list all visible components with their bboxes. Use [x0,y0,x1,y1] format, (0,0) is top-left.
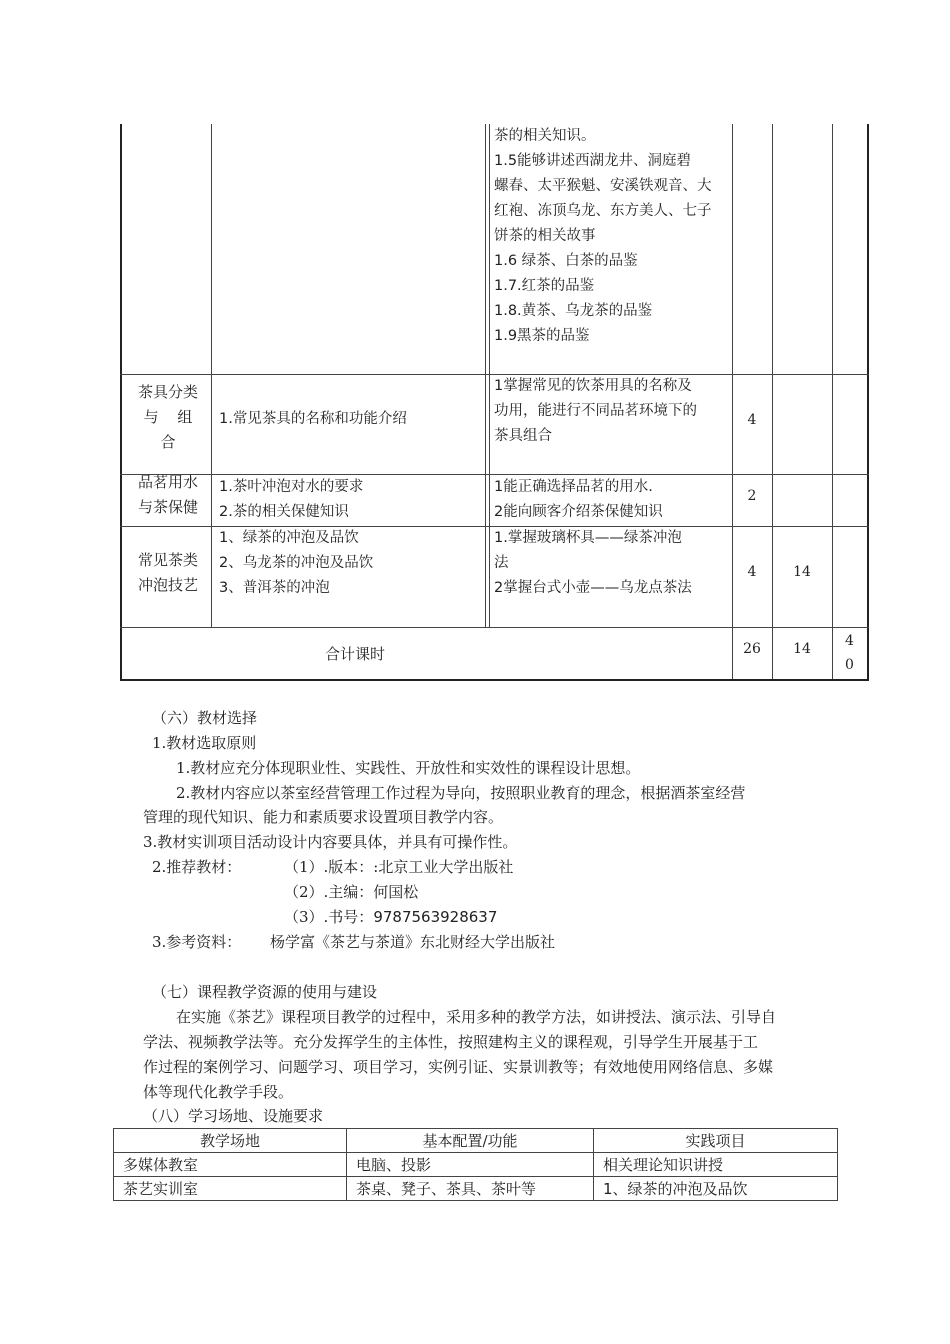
section7-line: 体等现代化教学手段。 [143,1083,294,1101]
total-digit: 4 [845,633,854,649]
section8-heading: （八）学习场地、设施要求 [143,1107,324,1125]
content-line: 1.6 绿茶、白茶的品鉴 [494,253,638,269]
content-line: 茶的相关知识。 [494,128,596,144]
module-line: 合 [160,433,176,451]
item-tea-ware: 1.常见茶具的名称和功能介绍 [219,411,407,427]
total-label: 合计课时 [324,645,385,663]
item-line: 3、普洱茶的冲泡 [219,580,330,596]
content-line: 1.7.红茶的品鉴 [494,278,595,294]
total-digit: 0 [845,657,854,673]
header-cell: 教学场地 [114,1129,347,1153]
rec-label: 2.推荐教材： [152,858,242,876]
item-line: 2、乌龙茶的冲泡及品饮 [219,555,374,571]
module-line: 冲泡技艺 [137,576,198,594]
rec-editor: （2）.主编：何国松 [284,883,419,901]
req-line: 1能正确选择品茗的用水. [494,479,653,495]
section6-heading: （六）教材选择 [152,709,258,727]
rec-isbn-label: （3）.书号： [284,908,374,926]
content-line: 红袍、冻顶乌龙、东方美人、七子 [494,203,712,219]
rec-isbn-number: 9787563928637 [373,908,498,926]
req-line: 1掌握常见的饮茶用具的名称及 [494,378,692,394]
content-line: 饼茶的相关故事 [494,228,596,244]
section6-p1-2a: 2.教材内容应以茶室经营管理工作过程为导向，按照职业教育的理念，根据酒茶室经营 [176,784,746,802]
header-cell: 实践项目 [594,1129,838,1153]
req-line: 功用，能进行不同品茗环境下的 [494,403,697,419]
req-line: 法 [494,555,509,571]
facility-table [113,1128,838,1201]
table-cell: 电脑、投影 [347,1153,594,1177]
content-line: 1.5能够讲述西湖龙井、洞庭碧 [494,153,692,169]
table-cell: 多媒体教室 [114,1153,347,1177]
table-cell: 1、绿茶的冲泡及品饮 [594,1177,838,1201]
req-line: 1.掌握玻璃杯具——绿茶冲泡 [494,530,682,546]
item-line: 2.茶的相关保健知识 [219,504,349,520]
ref-text: 杨学富《茶艺与茶道》东北财经大学出版社 [270,933,556,951]
hours-practice: 14 [793,564,811,580]
section6-p1-1: 1.教材应充分体现职业性、实践性、开放性和实效性的课程设计思想。 [176,759,641,777]
total-hours [832,629,867,677]
module-tea-ware [128,380,208,455]
hours-theory: 4 [747,412,757,428]
table-row [114,1153,838,1177]
req-water [494,475,663,525]
section7-line: 作过程的案例学习、问题学习、项目学习，实例引证、实景训教等；有效地使用网络信息、多媒 [143,1058,774,1076]
content-line: 1.8.黄茶、乌龙茶的品鉴 [494,303,653,319]
req-line: 2能向顾客介绍茶保健知识 [494,504,663,520]
table-cell: 茶桌、凳子、茶具、茶叶等 [347,1177,594,1201]
module-line: 常见茶类 [137,551,198,569]
table-row [114,1177,838,1201]
req-tea-ware [494,374,697,449]
content-line: 螺春、太平猴魁、安溪铁观音、大 [494,178,712,194]
item-line: 1.茶叶冲泡对水的要求 [219,479,364,495]
section7-heading: （七）课程教学资源的使用与建设 [152,983,378,1001]
table-cell: 相关理论知识讲授 [594,1153,838,1177]
table-cell: 茶艺实训室 [114,1177,347,1201]
section6-p1: 1.教材选取原则 [152,734,257,752]
module-brew [128,548,208,598]
section6-p1-3: 3.教材实训项目活动设计内容要具体，并具有可操作性。 [143,833,518,851]
item-brew [219,526,373,601]
item-line: 1、绿茶的冲泡及品饮 [219,530,359,546]
req-line: 茶具组合 [494,428,552,444]
section7-line: 学法、视频教学法等。充分发挥学生的主体性，按照建构主义的课程观，引导学生开展基于工 [143,1033,759,1051]
module-line: 品茗用水 [137,473,198,491]
section6-p1-2b: 管理的现代知识、能力和素质要求设置项目教学内容。 [143,808,504,826]
req-line: 2掌握台式小壶——乌龙点茶法 [494,580,692,596]
hours-theory: 2 [747,488,757,504]
ref-label: 3.参考资料： [152,933,242,951]
module-water [128,470,208,520]
module-line: 茶具分类 [137,383,198,401]
total-theory: 26 [743,641,761,657]
hours-theory: 4 [747,564,757,580]
course-hours-table [120,124,869,681]
module-line: 与 组 [143,408,193,426]
header-cell: 基本配置/功能 [347,1129,594,1153]
rec-isbn [284,905,497,930]
section7-line: 在实施《茶艺》课程项目教学的过程中，采用多种的教学方法，如讲授法、演示法、引导自 [176,1008,777,1026]
content-line: 1.9黑茶的品鉴 [494,328,590,344]
rec-edition: （1）.版本：:北京工业大学出版社 [284,858,514,876]
item-water [219,475,363,525]
req-brew [494,526,692,601]
module-line: 与茶保健 [137,498,198,516]
table-header-row [114,1129,838,1153]
content-continued [494,124,712,349]
total-practice: 14 [793,641,811,657]
